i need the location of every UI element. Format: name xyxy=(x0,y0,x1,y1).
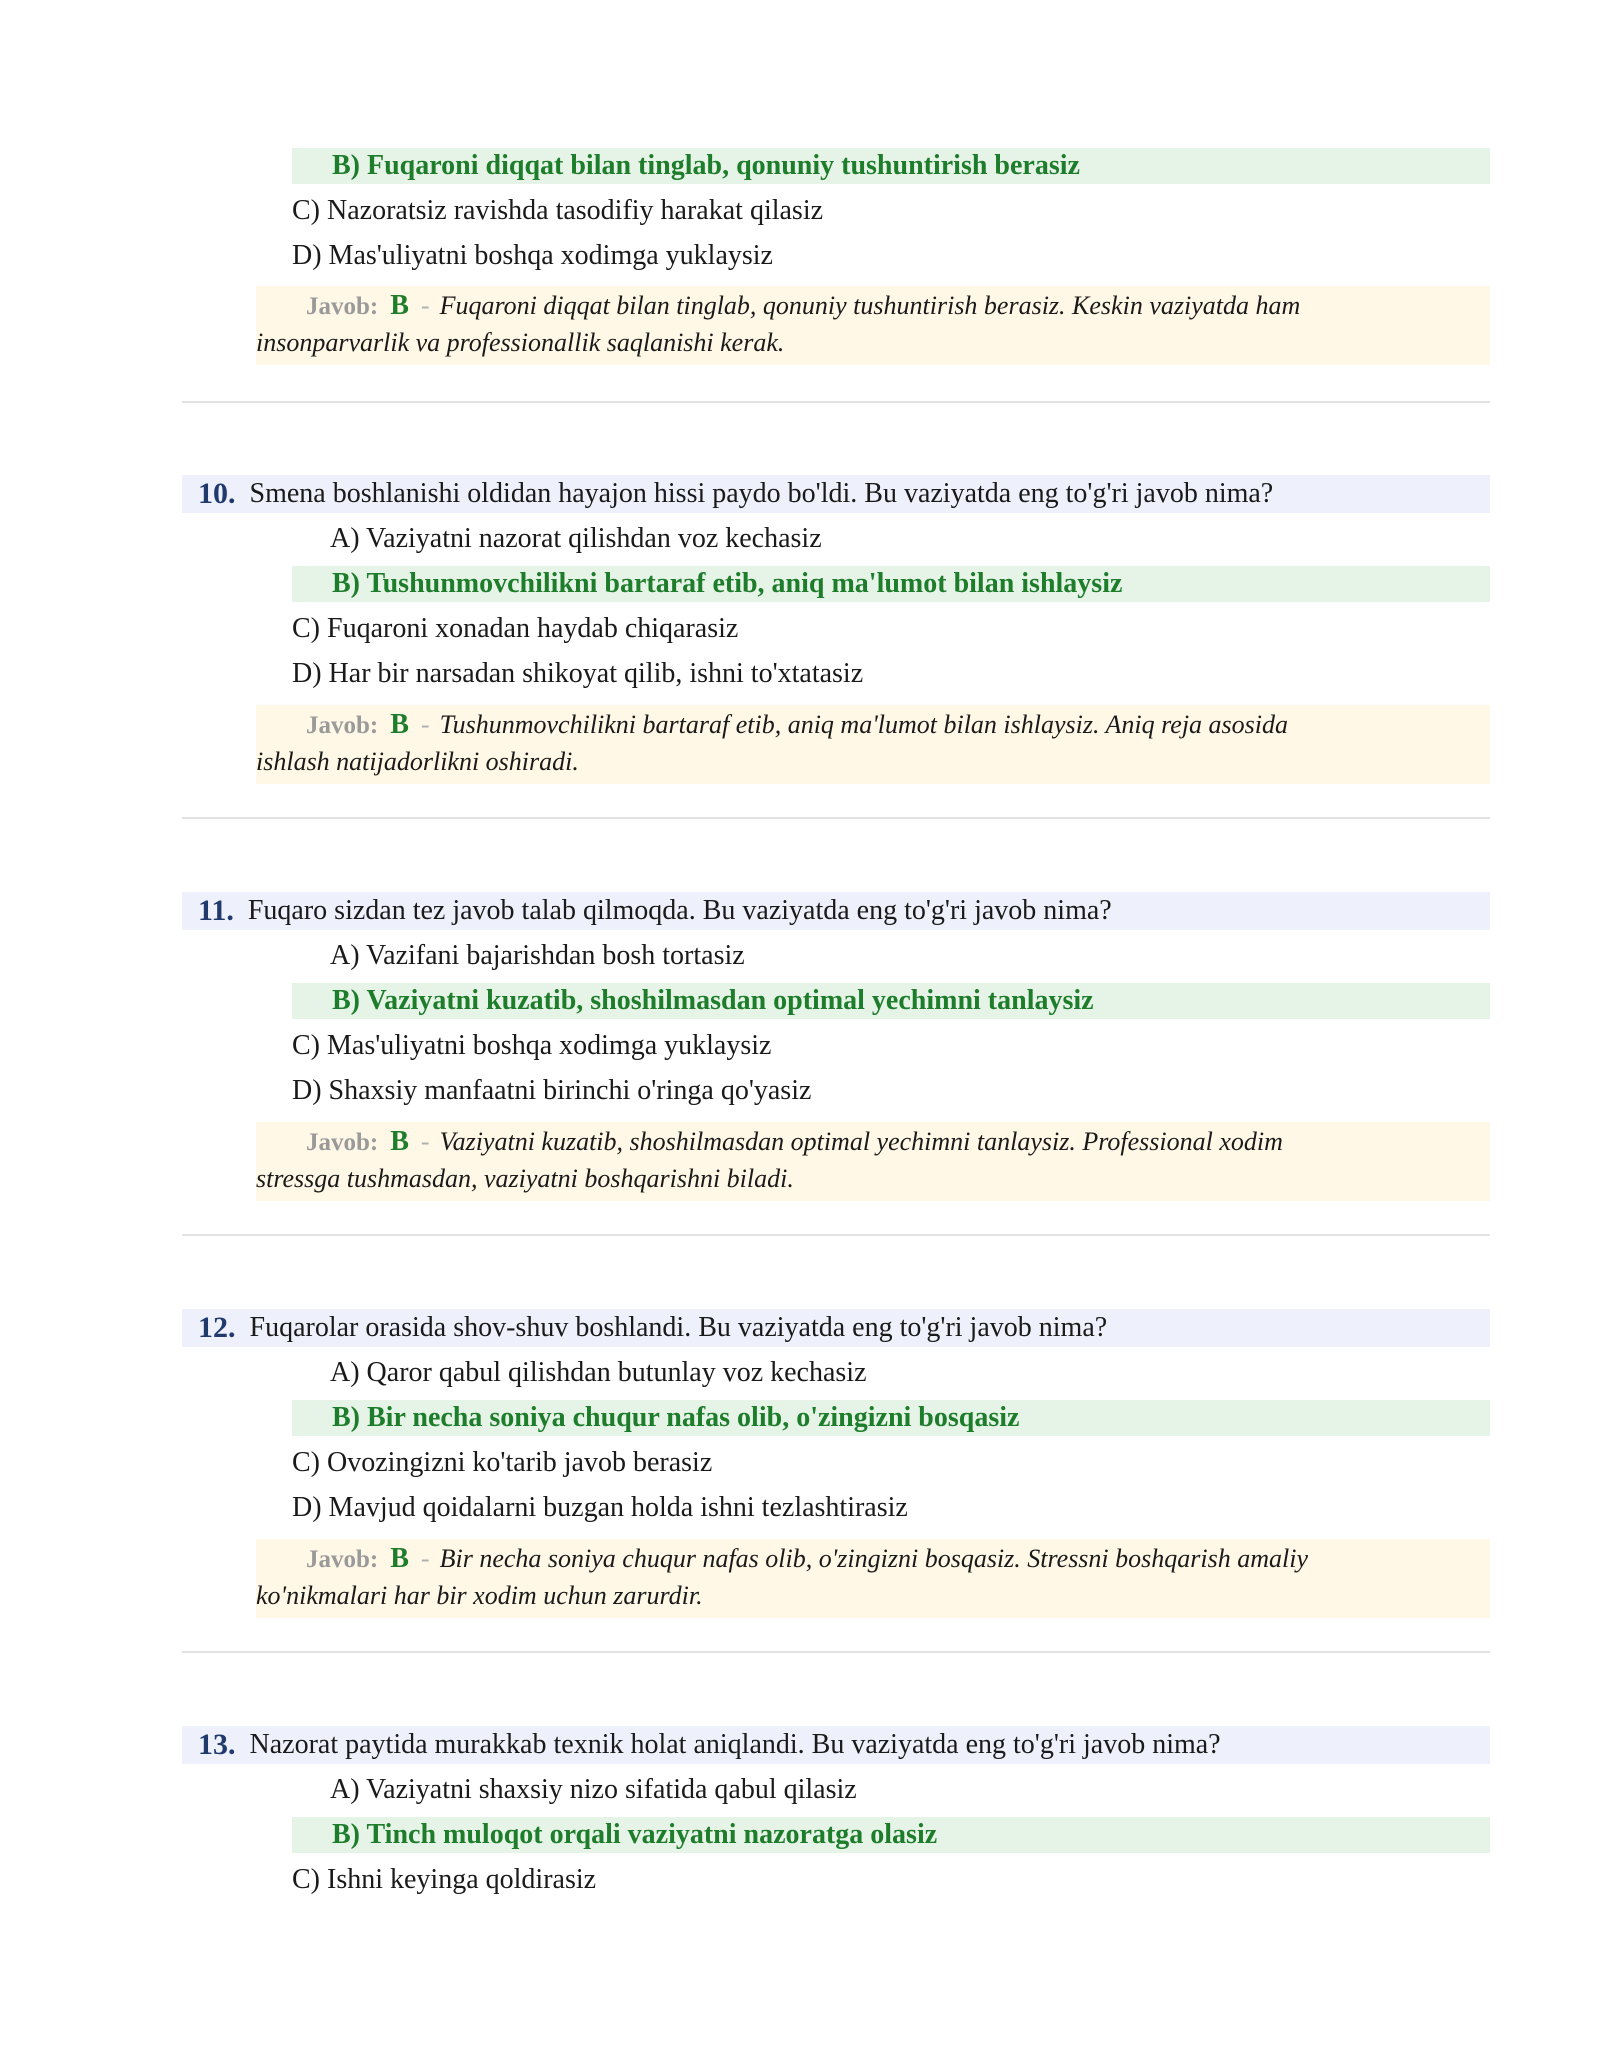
q11-answer-box: Javob: B - Vaziyatni kuzatib, shoshilmasdan optimal yechimni tanlaysiz. Professional xodim stressga tushmasdan, vaziyatni boshqarishni biladi. xyxy=(256,1122,1490,1201)
question-number: 12. xyxy=(198,1311,236,1344)
q9-answer-box: Javob: B - Fuqaroni diqqat bilan tinglab, qonuniy tushuntirish berasiz. Keskin vaziyatda ham insonparvarlik va professionallik saqlanishi kerak. xyxy=(256,286,1490,365)
answer-explanation-cont: stressga tushmasdan, vaziyatni boshqarishni biladi. xyxy=(256,1164,794,1193)
q11-question xyxy=(182,892,1490,930)
question-text: Fuqarolar orasida shov-shuv boshlandi. Bu vaziyatda eng to'g'ri javob nima? xyxy=(249,1312,1108,1343)
answer-explanation: Fuqaroni diqqat bilan tinglab, qonuniy tushuntirish berasiz. Keskin vaziyatda ham xyxy=(439,291,1301,320)
question-number: 11. xyxy=(198,894,234,927)
answer-explanation-cont: insonparvarlik va professionallik saqlanishi kerak. xyxy=(256,328,785,357)
q10-option-c: C) Fuqaroni xonadan haydab chiqarasiz xyxy=(292,613,739,644)
q10-answer-box: Javob: B - Tushunmovchilikni bartaraf etib, aniq ma'lumot bilan ishlaysiz. Aniq reja asosida ishlash natijadorlikni oshiradi. xyxy=(256,705,1490,784)
q13-correct-option: B) Tinch muloqot orqali vaziyatni nazoratga olasiz xyxy=(292,1817,1490,1853)
q12-correct-option: B) Bir necha soniya chuqur nafas olib, o'zingizni bosqasiz xyxy=(292,1400,1490,1436)
divider xyxy=(182,1234,1490,1236)
answer-explanation: Vaziyatni kuzatib, shoshilmasdan optimal yechimni tanlaysiz. Professional xodim xyxy=(439,1127,1283,1156)
q10-option-d: D) Har bir narsadan shikoyat qilib, ishni to'xtatasiz xyxy=(292,658,864,689)
divider xyxy=(182,1651,1490,1653)
q12-option-c: C) Ovozingizni ko'tarib javob berasiz xyxy=(292,1447,713,1478)
answer-label: Javob: xyxy=(306,1129,379,1156)
question-text: Nazorat paytida murakkab texnik holat aniqlandi. Bu vaziyatda eng to'g'ri javob nima? xyxy=(249,1729,1221,1760)
q9-correct-option: B) Fuqaroni diqqat bilan tinglab, qonuniy tushuntirish berasiz xyxy=(292,148,1490,184)
q11-option-c: C) Mas'uliyatni boshqa xodimga yuklaysiz xyxy=(292,1030,772,1061)
q9-option-d: D) Mas'uliyatni boshqa xodimga yuklaysiz xyxy=(292,240,773,271)
q12-option-a: A) Qaror qabul qilishdan butunlay voz kechasiz xyxy=(330,1357,867,1388)
answer-letter: B xyxy=(390,1126,409,1157)
q10-option-a: A) Vaziyatni nazorat qilishdan voz kechasiz xyxy=(330,523,822,554)
divider xyxy=(182,817,1490,819)
answer-letter: B xyxy=(390,290,409,321)
question-number: 10. xyxy=(198,477,236,510)
q10-question xyxy=(182,475,1490,513)
question-number: 13. xyxy=(198,1728,236,1761)
q11-option-a: A) Vazifani bajarishdan bosh tortasiz xyxy=(330,940,745,971)
q11-correct-option: B) Vaziyatni kuzatib, shoshilmasdan optimal yechimni tanlaysiz xyxy=(292,983,1490,1019)
q11-option-d: D) Shaxsiy manfaatni birinchi o'ringa qo'yasiz xyxy=(292,1075,812,1106)
q12-answer-box: Javob: B - Bir necha soniya chuqur nafas olib, o'zingizni bosqasiz. Stressni boshqarish amaliy ko'nikmalari har bir xodim uchun zarurdir. xyxy=(256,1539,1490,1618)
q12-question xyxy=(182,1309,1490,1347)
answer-explanation: Bir necha soniya chuqur nafas olib, o'zingizni bosqasiz. Stressni boshqarish amaliy xyxy=(439,1544,1308,1573)
q10-correct-option: B) Tushunmovchilikni bartaraf etib, aniq ma'lumot bilan ishlaysiz xyxy=(292,566,1490,602)
answer-label: Javob: xyxy=(306,293,379,320)
answer-explanation-cont: ko'nikmalari har bir xodim uchun zarurdir. xyxy=(256,1581,703,1610)
question-text: Smena boshlanishi oldidan hayajon hissi paydo bo'ldi. Bu vaziyatda eng to'g'ri javob nima? xyxy=(249,478,1274,509)
answer-explanation: Tushunmovchilikni bartaraf etib, aniq ma'lumot bilan ishlaysiz. Aniq reja asosida xyxy=(439,710,1289,739)
answer-label: Javob: xyxy=(306,712,379,739)
answer-explanation-cont: ishlash natijadorlikni oshiradi. xyxy=(256,747,579,776)
q13-option-c: C) Ishni keyinga qoldirasiz xyxy=(292,1864,597,1895)
answer-letter: B xyxy=(390,1543,409,1574)
answer-label: Javob: xyxy=(306,1546,379,1573)
answer-letter: B xyxy=(390,709,409,740)
q9-option-c: C) Nazoratsiz ravishda tasodifiy harakat qilasiz xyxy=(292,195,824,226)
divider xyxy=(182,401,1490,403)
q12-option-d: D) Mavjud qoidalarni buzgan holda ishni tezlashtirasiz xyxy=(292,1492,908,1523)
q13-question xyxy=(182,1726,1490,1764)
q13-option-a: A) Vaziyatni shaxsiy nizo sifatida qabul qilasiz xyxy=(330,1774,857,1805)
question-text: Fuqaro sizdan tez javob talab qilmoqda. Bu vaziyatda eng to'g'ri javob nima? xyxy=(247,895,1112,926)
